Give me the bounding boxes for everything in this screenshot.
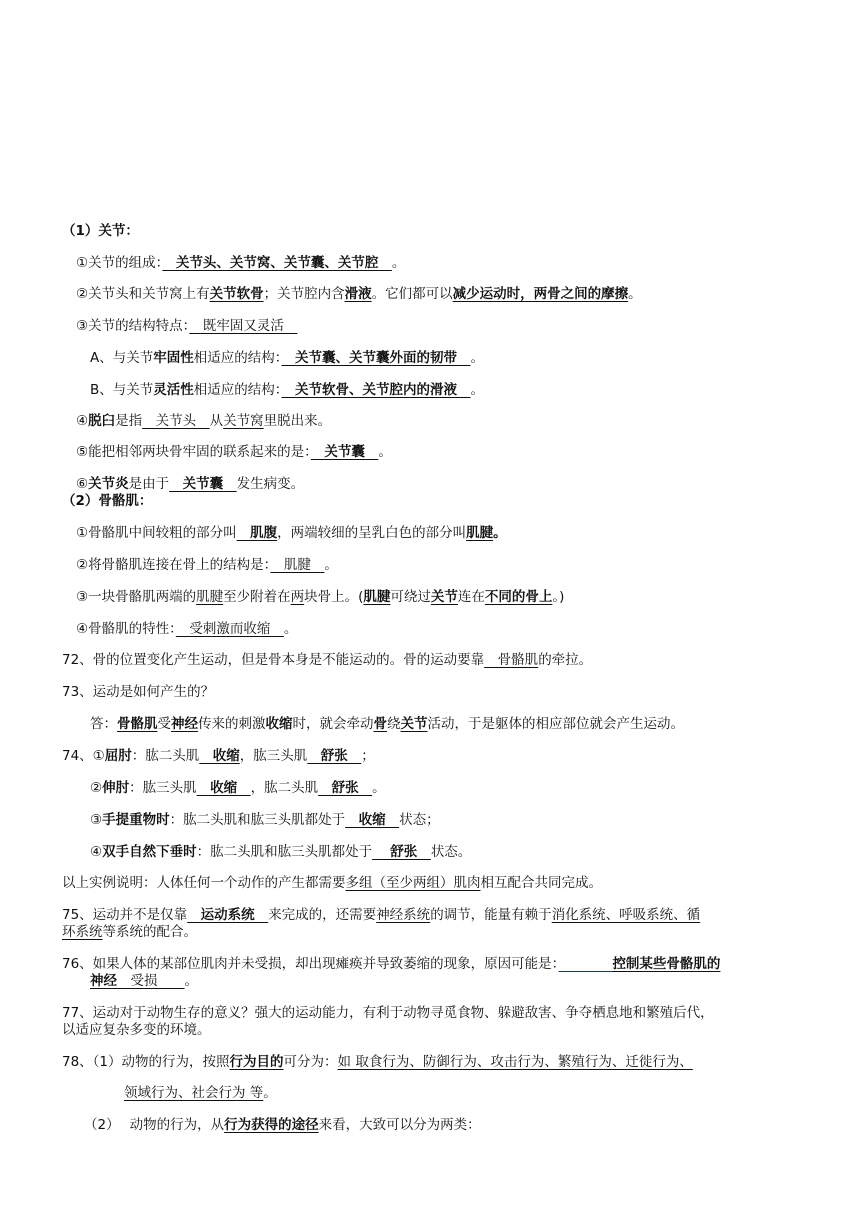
item-text: 。 [493, 525, 507, 541]
item-text: 。 [372, 780, 386, 796]
item-text: 74、① [62, 748, 105, 764]
muscle-item-4 [76, 620, 297, 638]
question-74-line-3 [90, 811, 440, 829]
section-heading-muscle: （2）骨骼肌： [62, 493, 153, 509]
answer: 收缩 [199, 748, 240, 764]
item-text: 发生病变。 [236, 476, 305, 492]
item-text: ④ [90, 844, 103, 860]
item-text: 块骨上。( [304, 589, 364, 605]
answer: 既牢固又灵活 [189, 318, 298, 334]
answer: 神经系统 [376, 907, 431, 923]
item-text: 相适应的结构： [193, 350, 282, 366]
item-text: 76、如果人体的某部位肌肉并未受损，却出现瘫痪并导致萎缩的现象，原因可能是： [62, 956, 559, 972]
answer: 关节囊 [310, 444, 379, 460]
item-text: ，两端较细的呈乳白色的部分叫 [277, 525, 467, 541]
item-text: ④骨骼肌的特性： [76, 621, 176, 637]
answer: 舒张 [307, 748, 362, 764]
question-74-line-2 [90, 779, 386, 797]
item-text: ：肱三头肌 [129, 780, 197, 796]
item-text: ④ [76, 413, 89, 429]
bold-term: 双手自然下垂时 [102, 844, 197, 860]
answer: 行为目的 [229, 1054, 284, 1070]
summary-line [62, 874, 602, 892]
answer: 舒张 [318, 780, 373, 796]
item-text: ③关节的结构特点： [76, 318, 190, 334]
bold-term: 牢固性 [153, 350, 194, 366]
item-text: 的调节，能量有赖于 [430, 907, 552, 923]
item-text: 。它们都可以 [371, 286, 453, 302]
joint-item-b [90, 381, 484, 399]
item-text: 可分为： [283, 1054, 338, 1070]
section-heading-joint: （1）关节： [62, 223, 139, 239]
item-text: 的牵拉。 [538, 652, 593, 668]
item-text: ①关节的组成： [76, 255, 163, 271]
item-text: 活动，于是躯体的相应部位就会产生运动。 [427, 716, 684, 732]
item-text: ，肱二头肌 [250, 780, 319, 796]
answer: 关节囊 [169, 476, 237, 492]
muscle-item-2 [76, 556, 338, 574]
item-text: 里脱出来。 [263, 413, 332, 429]
question-78-part-2 [84, 1116, 481, 1134]
question-76-line-1 [62, 955, 720, 973]
item-text: 是由于 [128, 476, 170, 492]
joint-item-5 [76, 443, 392, 461]
item-text: 来完成的，还需要 [268, 907, 377, 923]
item-text: （2） [84, 1117, 120, 1133]
bold-term: 手提重物时 [102, 812, 170, 828]
question-72 [62, 651, 592, 669]
bold-term: 屈肘 [104, 748, 132, 764]
item-text: 75、运动并不是仅靠 [62, 907, 188, 923]
item-text: A、与关节 [90, 350, 154, 366]
item-text: B、与关节 [90, 382, 154, 398]
item-text: ：肱二头肌 [131, 748, 200, 764]
answer: 受损 [117, 973, 185, 989]
item-text: 78、（1）动物的行为，按照 [62, 1054, 230, 1070]
answer: 环系统 [62, 924, 103, 940]
item-text: ⑥ [76, 476, 89, 492]
bold-term: 伸肘 [102, 780, 130, 796]
answer: 领域行为、社会行为 等 [124, 1085, 264, 1101]
item-text: ②将骨骼肌连接在骨上的结构是： [76, 557, 271, 573]
item-text: 。) [552, 589, 565, 605]
answer: 运动系统 [187, 907, 269, 923]
question-73: 73、运动是如何产生的？ [62, 684, 215, 700]
question-77-line-1: 77、运动对于动物生存的意义？强大的运动能力，有利于动物寻觅食物、躲避敌害、争夺栖息地和繁殖后代， [62, 1005, 714, 1021]
item-text: 时，就会牵动 [292, 716, 374, 732]
item-text: ⑤能把相邻两块骨牢固的联系起来的是： [76, 444, 311, 460]
question-74-line-1 [62, 747, 375, 765]
answer: 关节囊、关节囊外面的韧带 [281, 350, 471, 366]
question-76-line-2 [90, 972, 198, 990]
item-text: 答： [90, 716, 117, 732]
item-text: 动物的行为，从 [129, 1117, 225, 1133]
item-text: 。 [628, 286, 642, 302]
answer: 肌腱 [196, 589, 224, 605]
answer: 骨 [373, 716, 387, 732]
item-text: 等系统的配合。 [102, 924, 197, 940]
item-text: 。 [263, 1085, 277, 1101]
joint-item-4 [76, 412, 331, 430]
answer: 收缩 [345, 812, 400, 828]
answer: 如 取食行为、防御行为、攻击行为、繁殖行为、迁徙行为、 [337, 1054, 693, 1070]
answer: 关节软骨 [209, 286, 264, 302]
item-text: 。 [470, 382, 485, 398]
answer: 收缩 [196, 780, 251, 796]
joint-item-a [90, 349, 484, 367]
joint-item-2 [76, 285, 642, 303]
answer: 关节头 [142, 413, 210, 429]
answer: 舒张 [372, 844, 431, 860]
answer: 两 [290, 589, 305, 605]
answer: 肌腹 [236, 525, 278, 541]
answer: 关节软骨、关节腔内的滑液 [281, 382, 471, 398]
item-text: 。 [470, 350, 484, 366]
bold-term: 灵活性 [153, 382, 194, 398]
answer: 骨骼肌 [117, 716, 158, 732]
answer: 骨骼肌 [484, 652, 539, 668]
muscle-item-3 [76, 588, 564, 606]
joint-item-3 [76, 317, 297, 335]
item-text: ② [90, 780, 103, 796]
question-78-line-2 [124, 1084, 277, 1102]
item-text: 。 [184, 973, 198, 989]
item-text: 。 [391, 255, 406, 271]
bold-term: 收缩 [265, 716, 293, 732]
answer-73 [90, 715, 684, 733]
joint-item-1 [76, 254, 405, 272]
item-text: ：肱二头肌和肱三头肌都处于 [196, 844, 373, 860]
item-text: 。 [283, 621, 298, 637]
item-text: ③一块骨骼肌两端的 [76, 589, 197, 605]
item-text: ：肱二头肌和肱三头肌都处于 [169, 812, 346, 828]
answer: 滑液 [344, 286, 372, 302]
item-text: ②关节头和关节窝上有 [76, 286, 210, 302]
answer: 肌腱 [466, 525, 494, 541]
item-text: 是指 [115, 413, 143, 429]
answer: 关节窝 [223, 413, 264, 429]
item-text: 。 [378, 444, 392, 460]
question-77-line-2: 以适应复杂多变的环境。 [62, 1022, 211, 1038]
question-75-line-1 [62, 906, 700, 924]
answer: 多组（至少两组）肌肉 [345, 875, 481, 891]
item-text: 绕 [387, 716, 401, 732]
item-text: ③ [90, 812, 103, 828]
answer: 神经 [90, 973, 117, 989]
answer: 神经 [171, 716, 198, 732]
item-text: ，肱三头肌 [239, 748, 308, 764]
item-text: 从 [209, 413, 224, 429]
item-text: ①骨骼肌中间较粗的部分叫 [76, 525, 237, 541]
bold-term: 肌腱 [363, 589, 391, 605]
answer-blank [558, 956, 612, 972]
bold-term: 关节 [430, 589, 458, 605]
question-75-line-2 [62, 923, 197, 941]
item-text: 状态。 [430, 844, 472, 860]
bold-term: 不同的骨上 [484, 589, 553, 605]
answer: 关节 [400, 716, 428, 732]
answer: 肌腱 [270, 557, 325, 573]
question-78-line-1 [62, 1053, 693, 1071]
item-text: 以上实例说明：人体任何一个动作的产生都需要 [62, 875, 346, 891]
answer: 关节头、关节窝、关节囊、关节腔 [162, 255, 392, 271]
answer: 受刺激而收缩 [175, 621, 284, 637]
item-text: ；关节腔内含 [263, 286, 345, 302]
item-text: 可绕过 [390, 589, 431, 605]
item-text: 72、骨的位置变化产生运动，但是骨本身是不能运动的。骨的运动要靠 [62, 652, 485, 668]
question-74-line-4 [90, 843, 471, 861]
item-text: 来看，大致可以分为两类： [318, 1117, 481, 1133]
answer: 消化系统、呼吸系统、循 [551, 907, 701, 923]
item-text: 受 [157, 716, 171, 732]
item-text: 至少附着在 [223, 589, 291, 605]
item-text: 状态； [399, 812, 440, 828]
bold-term: 脱臼 [88, 413, 116, 429]
item-text: 连在 [457, 589, 485, 605]
item-text: ； [361, 748, 375, 764]
item-text: 传来的刺激 [198, 716, 266, 732]
answer: 减少运动时，两骨之间的摩擦 [452, 286, 629, 302]
bold-term: 关节炎 [88, 476, 129, 492]
answer: 行为获得的途径 [224, 1117, 319, 1133]
item-text: 相适应的结构： [193, 382, 282, 398]
joint-item-6 [76, 475, 304, 493]
item-text: 。 [324, 557, 338, 573]
item-text: 相互配合共同完成。 [480, 875, 602, 891]
answer: 控制某些骨骼肌的 [612, 956, 721, 972]
muscle-item-1 [76, 524, 507, 542]
